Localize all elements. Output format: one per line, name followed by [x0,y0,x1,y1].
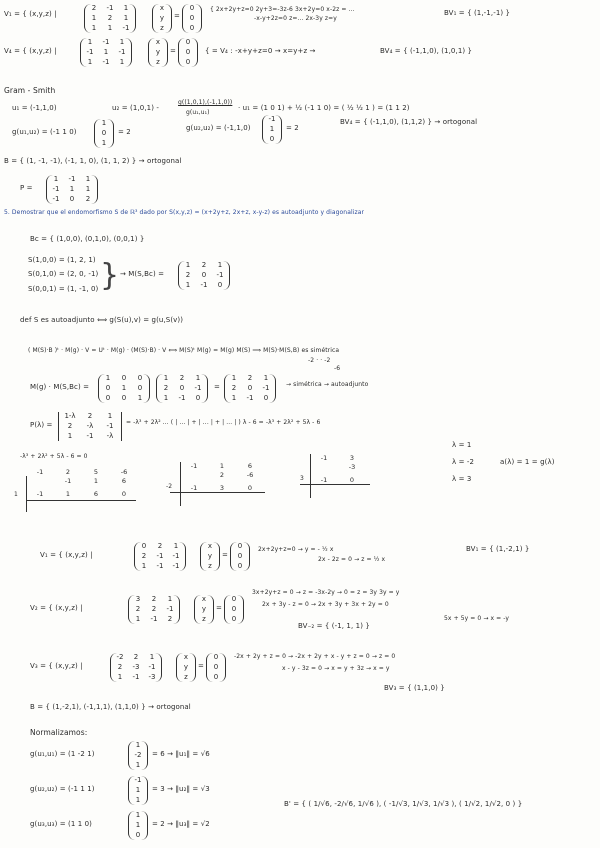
matrix-entry: 0 [135,831,141,839]
matrix-entry: x [159,4,165,12]
matrix-entry: 0 [69,195,75,203]
matrix-entry: -1 [156,562,164,570]
matrix-entry: 0 [179,384,185,392]
matrix-entry: 0 [237,562,243,570]
matrix-entry: -3 [148,673,156,681]
annotation-neg: -2 · · -2 [308,357,331,364]
matrix-entry: -1 [268,115,276,123]
matrix-entry: y [183,663,189,671]
equals-sign: = [214,383,220,391]
ms-label: → M(S,Bc) = [120,270,165,278]
matrix-entry: 0 [189,24,195,32]
characteristic-polynomial: = -λ³ + 2λ² ... ( | ... | + | ... | + | ... | ) λ - 6 = -λ³ + 2λ² + 5λ - 6 [126,419,321,426]
matrix-entry: 2 [107,14,113,22]
norm-u2-result: = 3 → ‖u₂‖ = √3 [152,785,210,793]
matrix-entry: 2 [151,595,157,603]
v4-variable-vector [148,38,168,67]
identity-matrix [98,374,150,403]
v2-eigen-zero [224,595,244,624]
v1-basis: BV₁ = { (1,-1,-1) } [444,9,511,17]
matrix-entry: -1 [178,394,186,402]
matrix-entry: -1 [262,384,270,392]
ms-matrix [178,261,230,290]
matrix-entry: 1 [123,4,129,12]
matrix-entry: 2 [85,195,91,203]
v3-eigen-sys-1: -2x + 2y + z = 0 → -2x + 2y + x - y + z = 0 → z = 0 [234,653,396,660]
matrix-entry: 1 [101,119,107,127]
matrix-entry: -3 [132,663,140,671]
matrix-entry: 0 [269,135,275,143]
v2-eigen-sys-3: 5x + 5y = 0 → x = -y [444,615,510,622]
v1-equations: { 2x+2y+z=0 2y+3=-3z-6 3x+2y=0 x-2z = ... [210,6,355,13]
matrix-entry: -1 [172,562,180,570]
p-label: P = [20,184,33,192]
matrix-entry: y [155,48,161,56]
matrix-entry: 2 [201,261,207,269]
matrix-entry: -2 [116,653,124,661]
matrix-entry: 3 [135,595,141,603]
matrix-entry: 2 [87,412,93,420]
symmetric-note: → simétrica → autoadjunto [286,381,369,388]
matrix-entry: -1 [86,432,94,440]
matrix-entry: 0 [213,653,219,661]
v1-definition: V₁ = { (x,y,z) | [4,10,57,18]
matrix-entry: 1 [163,394,169,402]
norm-u2: g(u₂,u₂) = (-1 1 1) [30,785,95,793]
annotation-neg-2: -6 [334,365,341,372]
ruffini-table-1: -1 2 5 -6 -1 1 6 -1 1 6 0 1 [20,468,140,516]
v1-equations-2: -x-y+2z=0 z=... 2x-3y z=y [254,15,337,22]
matrix-entry: 1 [119,38,125,46]
matrix-entry: 1 [135,811,141,819]
v4-definition: V₄ = { (x,y,z) | [4,47,57,55]
matrix-entry: y [159,14,165,22]
matrix-entry: -1 [194,384,202,392]
matrix-entry: 2 [167,615,173,623]
matrix-entry: 2 [67,422,73,430]
equals-sign: = [174,12,180,20]
v1-eigenspace-def: V₁ = { (x,y,z) | [40,551,93,559]
v4-coefficient-matrix [80,38,132,67]
matrix-entry: 2 [185,271,191,279]
matrix-entry: 0 [101,129,107,137]
matrix-transpose-line: ( M(S)·B )ᵗ · M(g) · V = Uᵗ · M(g) · (M(S)·B) · V ⟺ M(S)ᵗ M(g) = M(g) M(S) ⟹ M(S)·M(S,B) es simétrica [28,347,340,354]
matrix-entry: 0 [213,673,219,681]
gs-bv4: BV₄ = { (-1,1,0), (1,1,2) } → ortogonal [340,118,478,126]
matrix-entry: 1 [149,653,155,661]
norm-u1-result: = 6 → ‖u₁‖ = √6 [152,750,210,758]
root-2: λ = -2 [452,458,475,466]
matrix-entry: 0 [217,281,223,289]
matrix-entry: 1 [137,394,143,402]
v4-equation: { = V₄ : -x+y+z=0 → x=y+z → [205,47,316,55]
ruffini-table-2: -1 1 6 2 -6 -1 3 0 -2 [170,462,270,510]
matrix-entry: -1 [132,673,140,681]
matrix-entry: -1 [118,48,126,56]
matrix-entry: -1 [166,605,174,613]
matrix-entry: 2 [179,374,185,382]
v1-eigen-vector [200,542,220,571]
matrix-entry: -1 [156,552,164,560]
gs-g1: g(u₁,u₂) = (-1 1 0) [12,128,77,136]
matrix-entry: 2 [151,605,157,613]
gram-schmidt-title: Gram - Smith [4,86,56,95]
matrix-entry: -1 [150,615,158,623]
autoadjunto-definition: def S es autoadjunto ⟺ g(S(u),v) = g(u,S(v)) [20,316,184,324]
matrix-entry: 0 [231,595,237,603]
matrix-entry: 1 [103,48,109,56]
equals-sign: = [170,47,176,55]
matrix-entry: -1 [200,281,208,289]
matrix-entry: -1 [134,776,142,784]
matrix-entry: 2 [91,4,97,12]
v2-eigenspace-def: V₂ = { (x,y,z) | [30,604,83,612]
matrix-entry: 1 [87,58,93,66]
v3-eigen-matrix [110,653,162,682]
matrix-entry: 1 [135,786,141,794]
matrix-entry: 1 [195,374,201,382]
matrix-entry: 1 [141,562,147,570]
v1-coefficient-matrix [84,4,136,33]
matrix-entry: 1 [53,175,59,183]
norm-u2-column [128,776,148,805]
cubic-equation: -λ³ + 2λ² + 5λ - 6 = 0 [20,453,88,460]
matrix-entry: 1 [117,673,123,681]
final-basis-orthogonal: B = { (1,-2,1), (-1,1,1), (1,1,0) } → ortogonal [30,703,191,711]
v4-basis: BV₄ = { (-1,1,0), (1,0,1) } [380,47,473,55]
matrix-entry: 1 [263,374,269,382]
matrix-entry: 1 [163,374,169,382]
matrix-entry: y [207,552,213,560]
matrix-entry: 1 [135,741,141,749]
matrix-entry: 1 [217,261,223,269]
s-image-3: S(0,0,1) = (1, -1, 0) [28,285,99,293]
gs-u2-start: u₂ = (1,0,1) - [112,104,159,112]
matrix-entry: 1 [135,821,141,829]
matrix-entry: 1 [69,185,75,193]
root-1: λ = 1 [452,441,472,449]
exercise-5-title: 5. Demostrar que el endomorfismo S de ℝ³ dado por S(x,y,z) = (x+2y+z, 2x+z, x-y-z) es autoadjunto y diagonalizar [4,209,365,216]
matrix-entry: 2 [163,384,169,392]
norm-u3: g(u₃,u₃) = (1 1 0) [30,820,93,828]
matrix-entry: -1 [52,195,60,203]
gs-column-2 [262,115,282,144]
matrix-entry: 1 [85,175,91,183]
v1-zero-vector [182,4,202,33]
matrix-entry: 0 [121,374,127,382]
matrix-entry: 1 [91,14,97,22]
equals-sign: = [216,604,222,612]
matrix-entry: -1 [148,663,156,671]
brace: } [100,258,120,293]
matrix-entry: 0 [237,552,243,560]
matrix-entry: 2 [247,374,253,382]
matrix-entry: 1 [135,615,141,623]
matrix-entry: x [155,38,161,46]
matrix-entry: 1 [231,394,237,402]
v3-eigen-vector [176,653,196,682]
matrix-entry: -1 [102,58,110,66]
equals-sign: = [222,551,228,559]
matrix-entry: -1 [52,185,60,193]
matrix-entry: -λ [86,422,94,430]
matrix-entry: 1 [123,14,129,22]
gs-fraction-denominator: g(u₁,u₁) [186,109,210,116]
ms-matrix-3 [224,374,276,403]
normalize-title: Normalizamos: [30,728,88,737]
matrix-entry: 0 [231,605,237,613]
matrix-entry: 0 [247,384,253,392]
root-3: λ = 3 [452,475,472,483]
matrix-entry: 2 [135,605,141,613]
v3-eigen-zero [206,653,226,682]
v2-eigen-sys-1: 3x+2y+z = 0 → z = -3x-2y → 0 = z = 3y 3y = y [252,589,400,596]
matrix-entry: 1 [231,374,237,382]
matrix-entry: 1 [87,38,93,46]
matrix-entry: 1 [101,139,107,147]
matrix-entry: z [202,615,206,623]
gs-fraction-numerator: g((1,0,1),(-1,1,0)) [178,99,233,106]
matrix-entry: 0 [185,48,191,56]
matrix-entry: -1 [122,24,130,32]
gs-column-1 [94,119,114,148]
matrix-entry: 1 [67,432,73,440]
matrix-entry: 0 [137,374,143,382]
matrix-entry: 2 [231,384,237,392]
norm-u3-column [128,811,148,840]
matrix-entry: 0 [201,271,207,279]
matrix-entry: 0 [185,58,191,66]
matrix-entry: 1 [91,24,97,32]
gs-g2-result: = 2 [286,124,299,132]
v1-eigen-basis: BV₁ = { (1,-2,1) } [466,545,530,553]
matrix-entry: 0 [237,542,243,550]
matrix-entry: 1-λ [64,412,76,420]
v3-eigen-sys-2: x - y - 3z = 0 → x = y + 3z → x = y [282,665,390,672]
matrix-entry: -1 [106,4,114,12]
matrix-entry: z [156,58,160,66]
v4-zero-vector [178,38,198,67]
norm-u3-result: = 2 → ‖u₃‖ = √2 [152,820,210,828]
p-matrix [46,175,98,204]
equals-sign: = [198,662,204,670]
matrix-entry: x [183,653,189,661]
matrix-entry: 0 [141,542,147,550]
matrix-entry: y [201,605,207,613]
v1-eigen-zero [230,542,250,571]
v1-eigen-matrix [134,542,186,571]
matrix-entry: 0 [121,394,127,402]
matrix-entry: 0 [189,14,195,22]
matrix-entry: 0 [213,663,219,671]
matrix-entry: -λ [106,432,114,440]
matrix-entry: 2 [133,653,139,661]
v3-eigenspace-def: V₃ = { (x,y,z) | [30,662,83,670]
matrix-entry: 0 [185,38,191,46]
matrix-entry: -2 [134,751,142,759]
s-image-1: S(1,0,0) = (1, 2, 1) [28,256,96,264]
gs-g2: g(u₂,u₂) = (-1,1,0) [186,124,251,132]
v2-eigen-matrix [128,595,180,624]
matrix-entry: 1 [121,384,127,392]
matrix-entry: -1 [86,48,94,56]
pol-label: P(λ) = [30,421,53,429]
s-image-2: S(0,1,0) = (2, 0, -1) [28,270,99,278]
matrix-entry: 1 [269,125,275,133]
matrix-entry: 0 [137,384,143,392]
matrix-entry: 0 [105,384,111,392]
gs-u1: u₁ = (-1,1,0) [12,104,57,112]
matrix-entry: z [184,673,188,681]
v1-eigen-sys-2: 2x - 2z = 0 → z = ½ x [318,556,386,563]
matrix-entry: -1 [102,38,110,46]
gs-u2-result: · u₁ = (1 0 1) + ½ (-1 1 0) = ( ½ ½ 1 ) = (1 1 2) [238,104,410,112]
matrix-entry: -1 [216,271,224,279]
v2-eigen-vector [194,595,214,624]
ms-matrix-2 [156,374,208,403]
norm-u1-column [128,741,148,770]
matrix-entry: 1 [85,185,91,193]
matrix-entry: -1 [246,394,254,402]
canonical-basis: Bc = { (1,0,0), (0,1,0), (0,0,1) } [30,235,145,243]
matrix-entry: 0 [189,4,195,12]
basis-b-orthogonal: B = { (1, -1, -1), (-1, 1, 0), (1, 1, 2) } → ortogonal [4,157,182,165]
ruffini-table-3: -1 3 -3 -1 0 3 [300,454,380,502]
gs-g1-result: = 2 [118,128,131,136]
multiplicity-note: a(λ) = 1 = g(λ) [500,458,555,466]
v2-eigen-basis: BV₋₂ = { (-1, 1, 1) } [298,622,370,630]
v3-eigen-basis: BV₃ = { (1,1,0) } [384,684,445,692]
matrix-entry: 1 [107,412,113,420]
matrix-entry: x [207,542,213,550]
matrix-entry: 0 [195,394,201,402]
v1-eigen-sys-1: 2x+2y+z=0 → y = - ½ x [258,546,334,553]
matrix-entry: 2 [157,542,163,550]
matrix-entry: 1 [105,374,111,382]
matrix-entry: 2 [141,552,147,560]
orthonormal-basis: B' = { ( 1/√6, -2/√6, 1/√6 ), ( -1/√3, 1/√3, 1/√3 ), ( 1/√2, 1/√2, 0 ) } [284,800,523,808]
matrix-entry: -1 [172,552,180,560]
norm-u1: g(u₁,u₁) = (1 -2 1) [30,750,95,758]
characteristic-matrix [58,412,122,441]
matrix-entry: 1 [119,58,125,66]
matrix-entry: 1 [173,542,179,550]
matrix-entry: 0 [263,394,269,402]
matrix-entry: z [160,24,164,32]
v2-eigen-sys-2: 2x + 3y - z = 0 → 2x + 3y + 3x + 2y = 0 [262,601,389,608]
matrix-entry: 1 [107,24,113,32]
matrix-entry: 1 [185,281,191,289]
v1-variable-vector [152,4,172,33]
matrix-entry: z [208,562,212,570]
matrix-entry: 1 [135,761,141,769]
matrix-entry: 0 [105,394,111,402]
matrix-entry: 2 [117,663,123,671]
matrix-entry: 1 [135,796,141,804]
matrix-entry: x [201,595,207,603]
mg-label: M(g) · M(S,Bc) = [30,383,90,391]
matrix-entry: 0 [231,615,237,623]
matrix-entry: 1 [185,261,191,269]
matrix-entry: 1 [167,595,173,603]
matrix-entry: -1 [106,422,114,430]
matrix-entry: -1 [68,175,76,183]
